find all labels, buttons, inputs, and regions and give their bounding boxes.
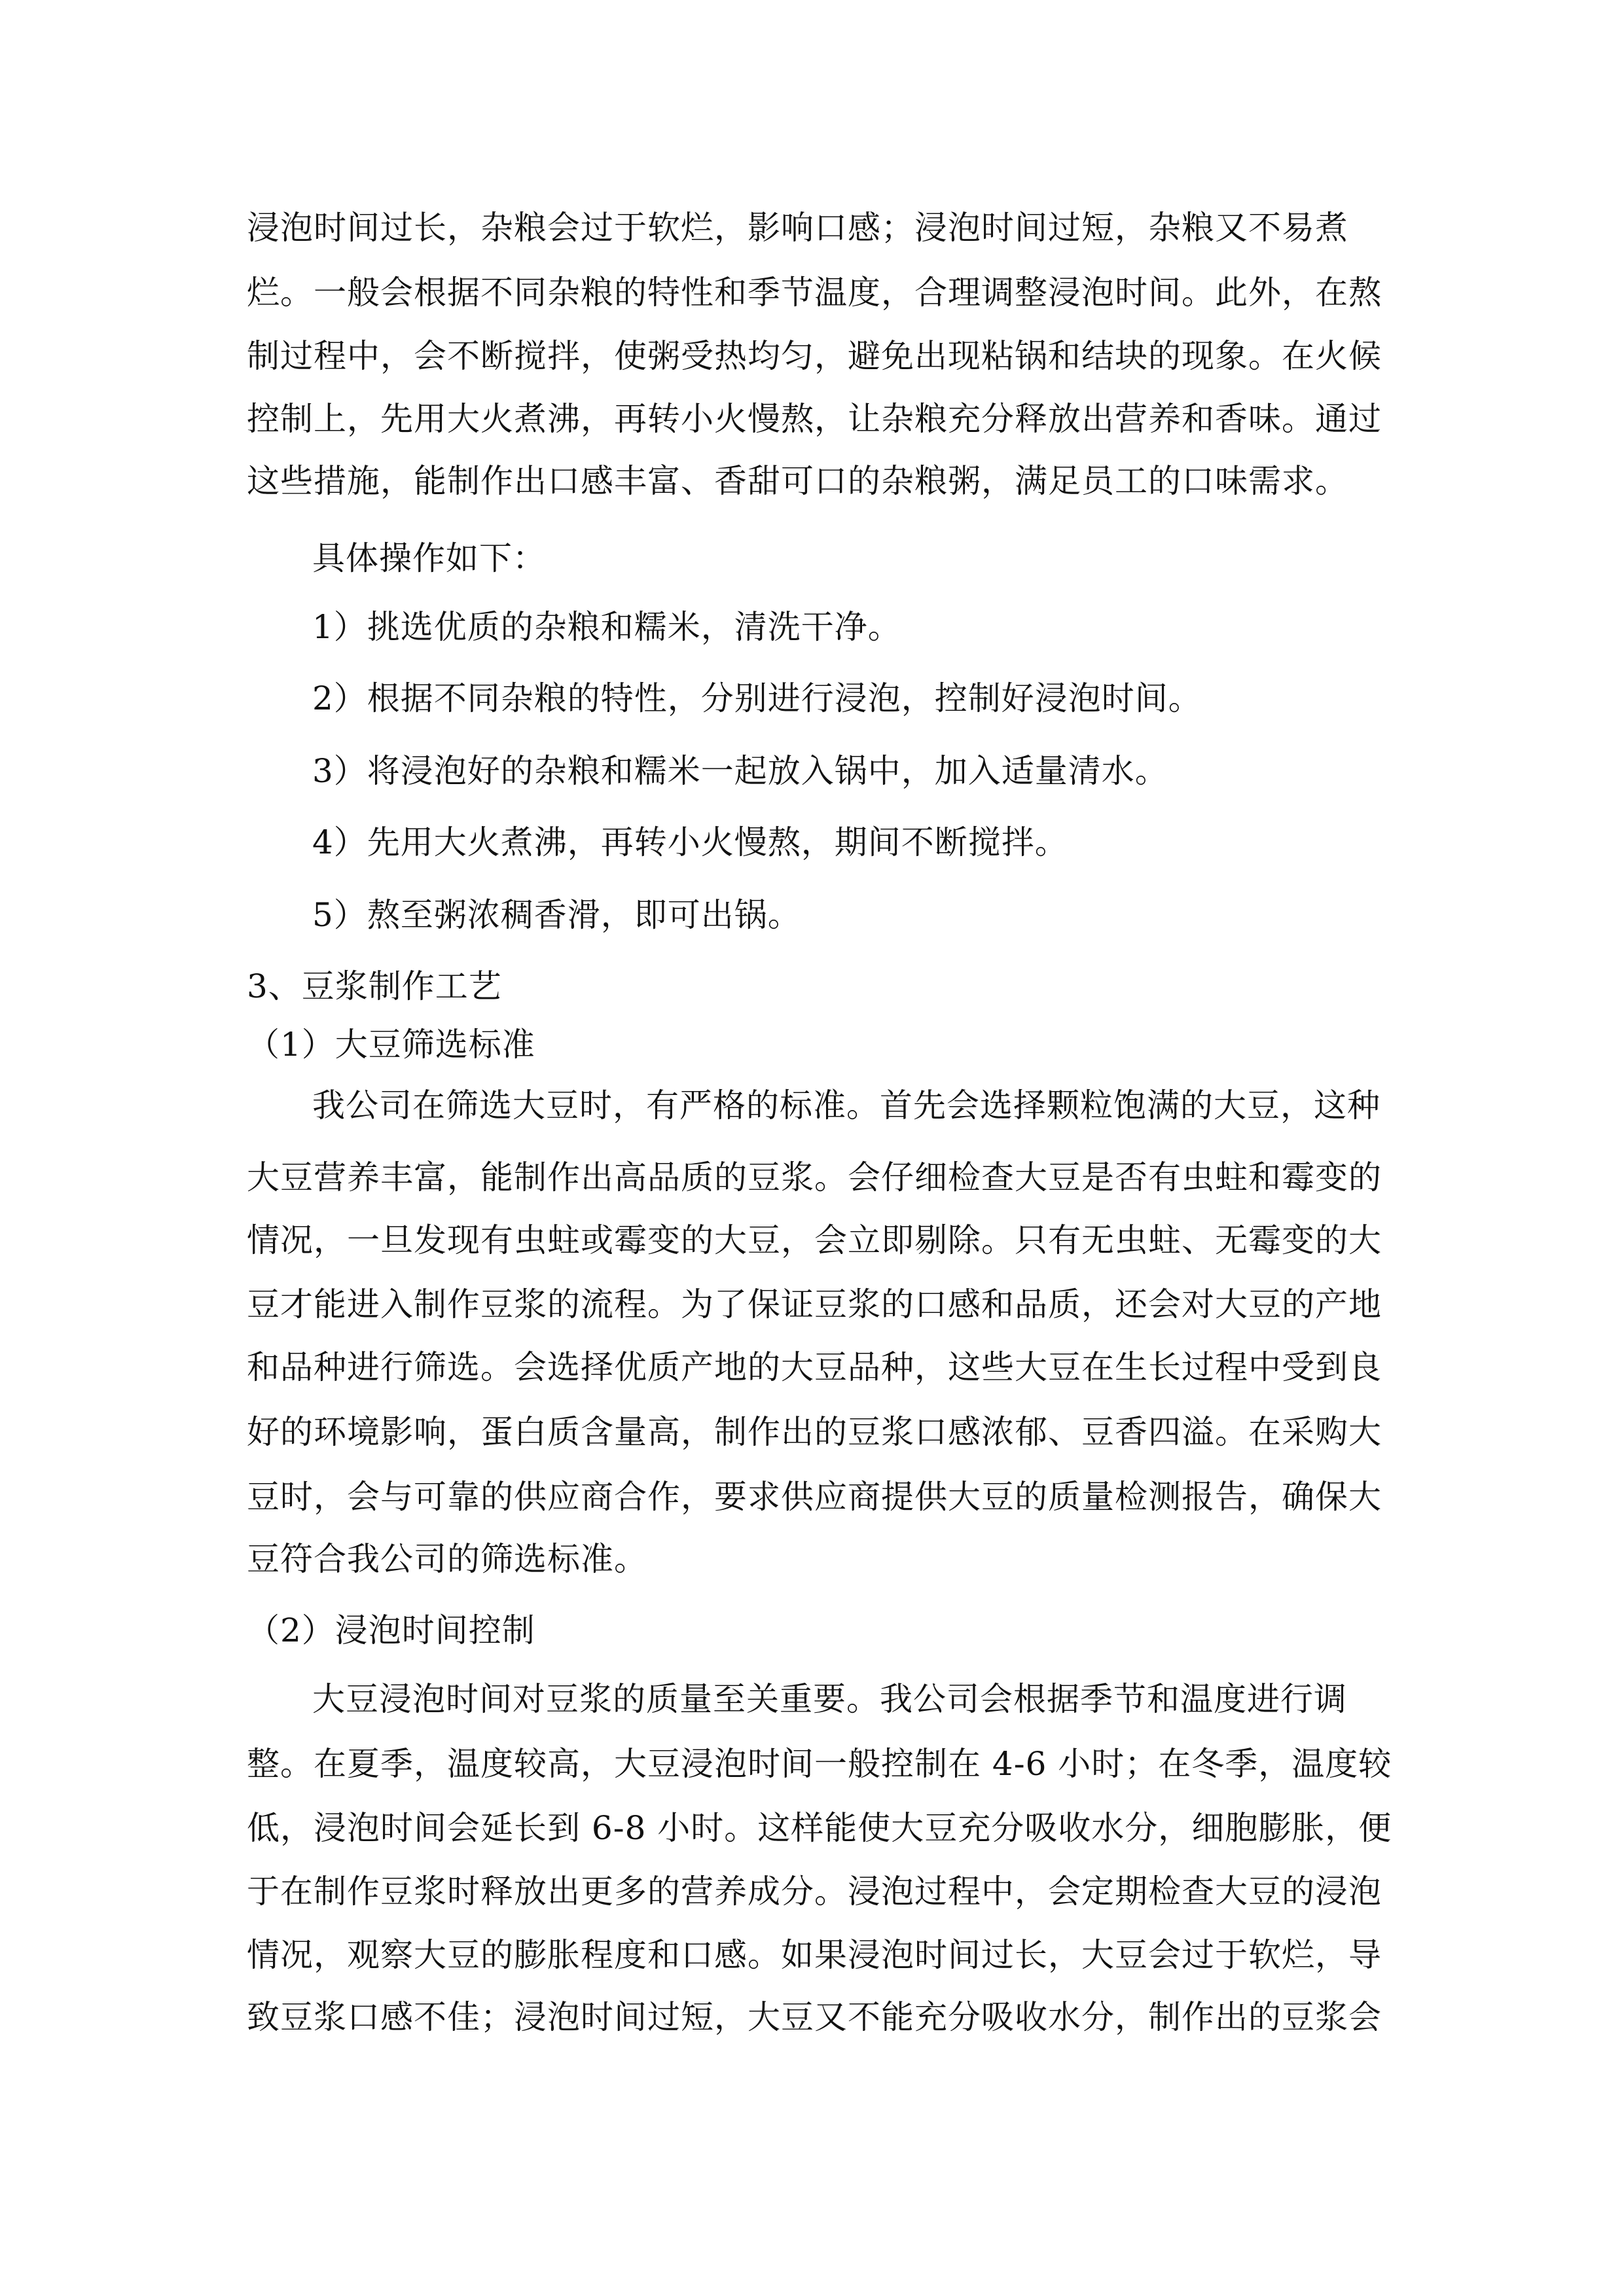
- text-line: 我公司在筛选大豆时，有严格的标准。首先会选择颗粒饱满的大豆，这种: [312, 1086, 1380, 1124]
- text-line: 好的环境影响，蛋白质含量高，制作出的豆浆口感浓郁、豆香四溢。在采购大: [247, 1413, 1382, 1451]
- text-line: 控制上，先用大火煮沸，再转小火慢熬，让杂粮充分释放出营养和香味。通过: [247, 400, 1382, 438]
- text-line: 情况，一旦发现有虫蛀或霉变的大豆，会立即剔除。只有无虫蛀、无霉变的大: [247, 1221, 1382, 1259]
- subsection-heading: （1）大豆筛选标准: [247, 1026, 535, 1064]
- text-line: 和品种进行筛选。会选择优质产地的大豆品种，这些大豆在生长过程中受到良: [247, 1348, 1382, 1386]
- text-line: 烂。一般会根据不同杂粮的特性和季节温度，合理调整浸泡时间。此外，在熬: [247, 274, 1382, 312]
- subsection-heading: （2）浸泡时间控制: [247, 1611, 535, 1649]
- text-line: 豆时，会与可靠的供应商合作，要求供应商提供大豆的质量检测报告，确保大: [247, 1478, 1382, 1516]
- text-line: 大豆浸泡时间对豆浆的质量至关重要。我公司会根据季节和温度进行调: [312, 1680, 1347, 1718]
- text-line: 大豆营养丰富，能制作出高品质的豆浆。会仔细检查大豆是否有虫蛀和霉变的: [247, 1158, 1382, 1196]
- text-line: 这些措施，能制作出口感丰富、香甜可口的杂粮粥，满足员工的口味需求。: [247, 462, 1348, 500]
- text-line: 制过程中，会不断搅拌，使粥受热均匀，避免出现粘锅和结块的现象。在火候: [247, 337, 1382, 375]
- text-line: 于在制作豆浆时释放出更多的营养成分。浸泡过程中，会定期检查大豆的浸泡: [247, 1873, 1382, 1910]
- section-heading: 3、豆浆制作工艺: [247, 967, 502, 1005]
- list-item: 2）根据不同杂粮的特性，分别进行浸泡，控制好浸泡时间。: [312, 679, 1202, 717]
- steps-intro: 具体操作如下：: [312, 539, 546, 577]
- text-line: 豆才能进入制作豆浆的流程。为了保证豆浆的口感和品质，还会对大豆的产地: [247, 1285, 1382, 1323]
- text-line: 致豆浆口感不佳；浸泡时间过短，大豆又不能充分吸收水分，制作出的豆浆会: [247, 1998, 1382, 2036]
- text-line: 情况，观察大豆的膨胀程度和口感。如果浸泡时间过长，大豆会过于软烂，导: [247, 1936, 1382, 1974]
- text-line: 浸泡时间过长，杂粮会过于软烂，影响口感；浸泡时间过短，杂粮又不易煮: [247, 209, 1348, 247]
- list-item: 4）先用大火煮沸，再转小火慢熬，期间不断搅拌。: [312, 823, 1068, 861]
- text-line: 整。在夏季，温度较高，大豆浸泡时间一般控制在 4-6 小时；在冬季，温度较: [247, 1745, 1392, 1783]
- text-line: 豆符合我公司的筛选标准。: [247, 1540, 647, 1578]
- list-item: 5）熬至粥浓稠香滑，即可出锅。: [312, 896, 801, 934]
- list-item: 3）将浸泡好的杂粮和糯米一起放入锅中，加入适量清水。: [312, 752, 1168, 790]
- list-item: 1）挑选优质的杂粮和糯米，清洗干净。: [312, 608, 901, 646]
- text-line: 低，浸泡时间会延长到 6-8 小时。这样能使大豆充分吸收水分，细胞膨胀，便: [247, 1809, 1392, 1847]
